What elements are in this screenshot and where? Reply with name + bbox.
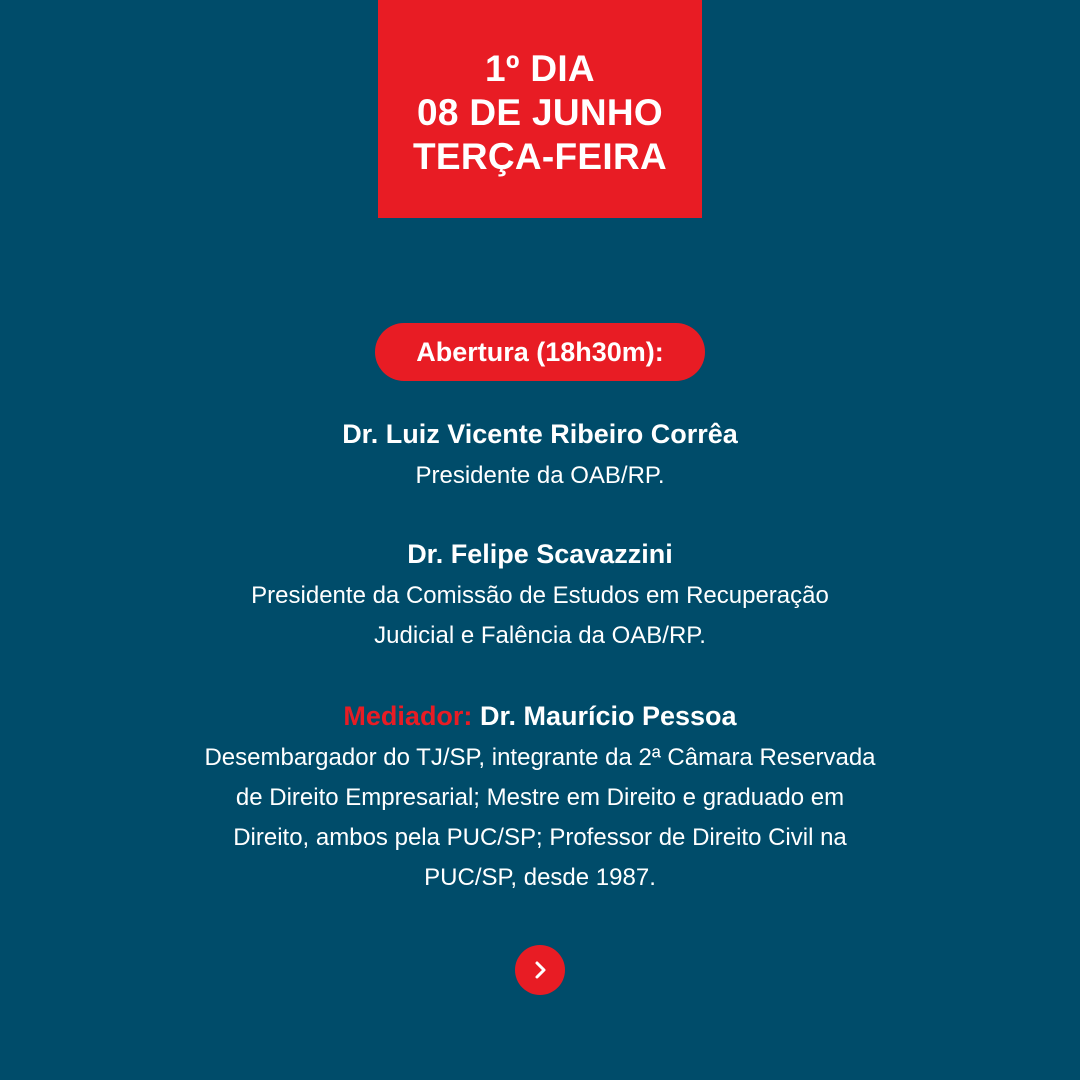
session-label: Abertura (18h30m): — [416, 336, 664, 367]
mediator-role-line: Desembargador do TJ/SP, integrante da 2ª Câmara Reservada — [204, 744, 876, 771]
mediator-role-line: de Direito Empresarial; Mestre em Direito e graduado em — [235, 784, 845, 811]
mediator-role-line: PUC/SP, desde 1987. — [424, 864, 656, 891]
weekday: TERÇA-FEIRA — [412, 136, 668, 177]
mediator-label: Mediador: — [343, 701, 473, 731]
mediator-item — [0, 694, 1080, 898]
speaker-role-line: Presidente da Comissão de Estudos em Recuperação — [251, 582, 829, 609]
mediator-name: Dr. Maurício Pessoa — [479, 701, 737, 731]
speaker-name: Dr. Luiz Vicente Ribeiro Corrêa — [342, 419, 738, 449]
next-button[interactable] — [515, 945, 565, 995]
speaker-item — [0, 412, 1080, 496]
day-number: 1º DIA — [485, 48, 595, 89]
speaker-list — [0, 412, 1080, 934]
event-date: 08 DE JUNHO — [417, 92, 663, 133]
mediator-heading — [0, 694, 1080, 738]
speaker-item — [0, 532, 1080, 656]
date-header — [378, 0, 702, 218]
chevron-right-icon — [529, 959, 551, 981]
speaker-name: Dr. Felipe Scavazzini — [407, 539, 673, 569]
speaker-role-line: Judicial e Falência da OAB/RP. — [374, 622, 706, 649]
session-badge — [375, 323, 705, 381]
mediator-role-line: Direito, ambos pela PUC/SP; Professor de Direito Civil na — [233, 824, 847, 851]
speaker-role-line: Presidente da OAB/RP. — [415, 462, 665, 489]
